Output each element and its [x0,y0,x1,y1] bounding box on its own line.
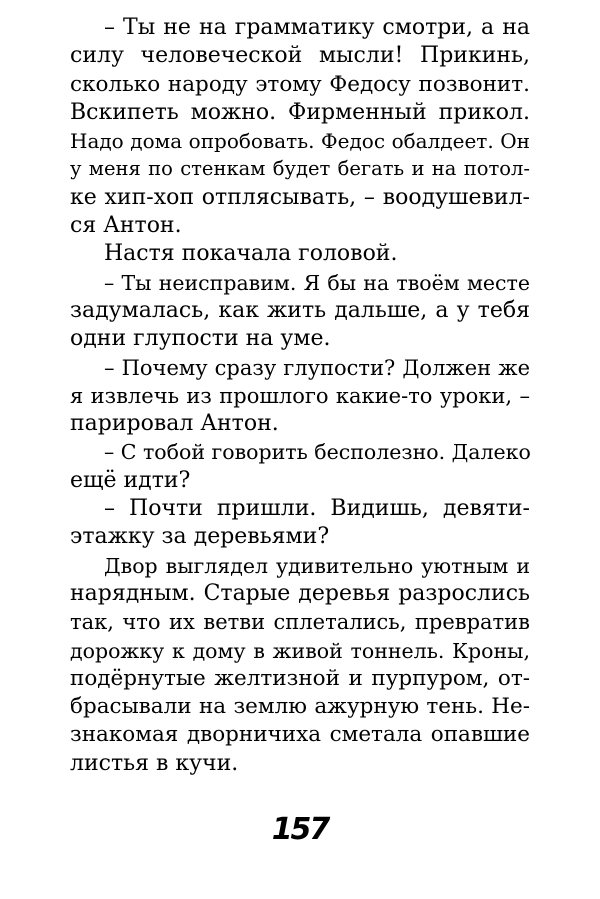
text-line: – Почти пришли. Видишь, девяти- [104,496,530,522]
text-line: Настя покачала головой. [104,241,398,267]
text-line: силу человеческой мысли! Прикинь, [70,43,530,69]
text-line: так, что их ветви сплетались, превратив [70,610,530,635]
text-line: – С тобой говорить бесполезно. Далеко [104,440,531,465]
page-number: 157 [271,812,329,847]
text-line: Вскипеть можно. Фирменный прикол. [70,99,530,125]
text-line: знакомая дворничиха сметала опавшие [70,722,530,748]
text-line: – Ты не на грамматику смотри, а на [104,15,530,40]
text-line: – Ты неисправим. Я бы на твоём месте [104,270,530,295]
text-line: – Почему сразу глупости? Должен же [104,355,530,380]
text-line: дорожку к дому в живой тоннель. Кроны, [70,638,530,663]
book-page-text [70,14,530,778]
text-line: у меня по стенкам будет бегать и на потол- [70,157,530,181]
text-line: этажку за деревьями? [70,524,330,550]
text-line: листья в кучи. [70,750,239,776]
text-line: ся Антон. [70,213,182,239]
text-line: сколько народу этому Федосу позвонит. [70,71,530,97]
text-line: я извлечь из прошлого какие-то уроки, – [70,383,530,408]
text-line: брасывали на землю ажурную тень. Не- [70,694,530,720]
text-line: одни глупости на уме. [70,326,331,352]
text-line: нарядным. Старые деревья разрослись [70,580,530,606]
text-line: Двор выглядел удивительно уютным и [104,553,530,578]
text-line: ке хип-хоп отплясывать, – воодушевил- [70,184,530,210]
text-line: задумалась, как жить дальше, а у тебя [70,297,530,323]
text-line: парировал Антон. [70,411,279,437]
text-line: Надо дома опробовать. Федос обалдеет. Он [70,129,530,154]
text-line: подёрнутые желтизной и пурпуром, от- [70,665,530,691]
text-line: ещё идти? [70,467,191,493]
